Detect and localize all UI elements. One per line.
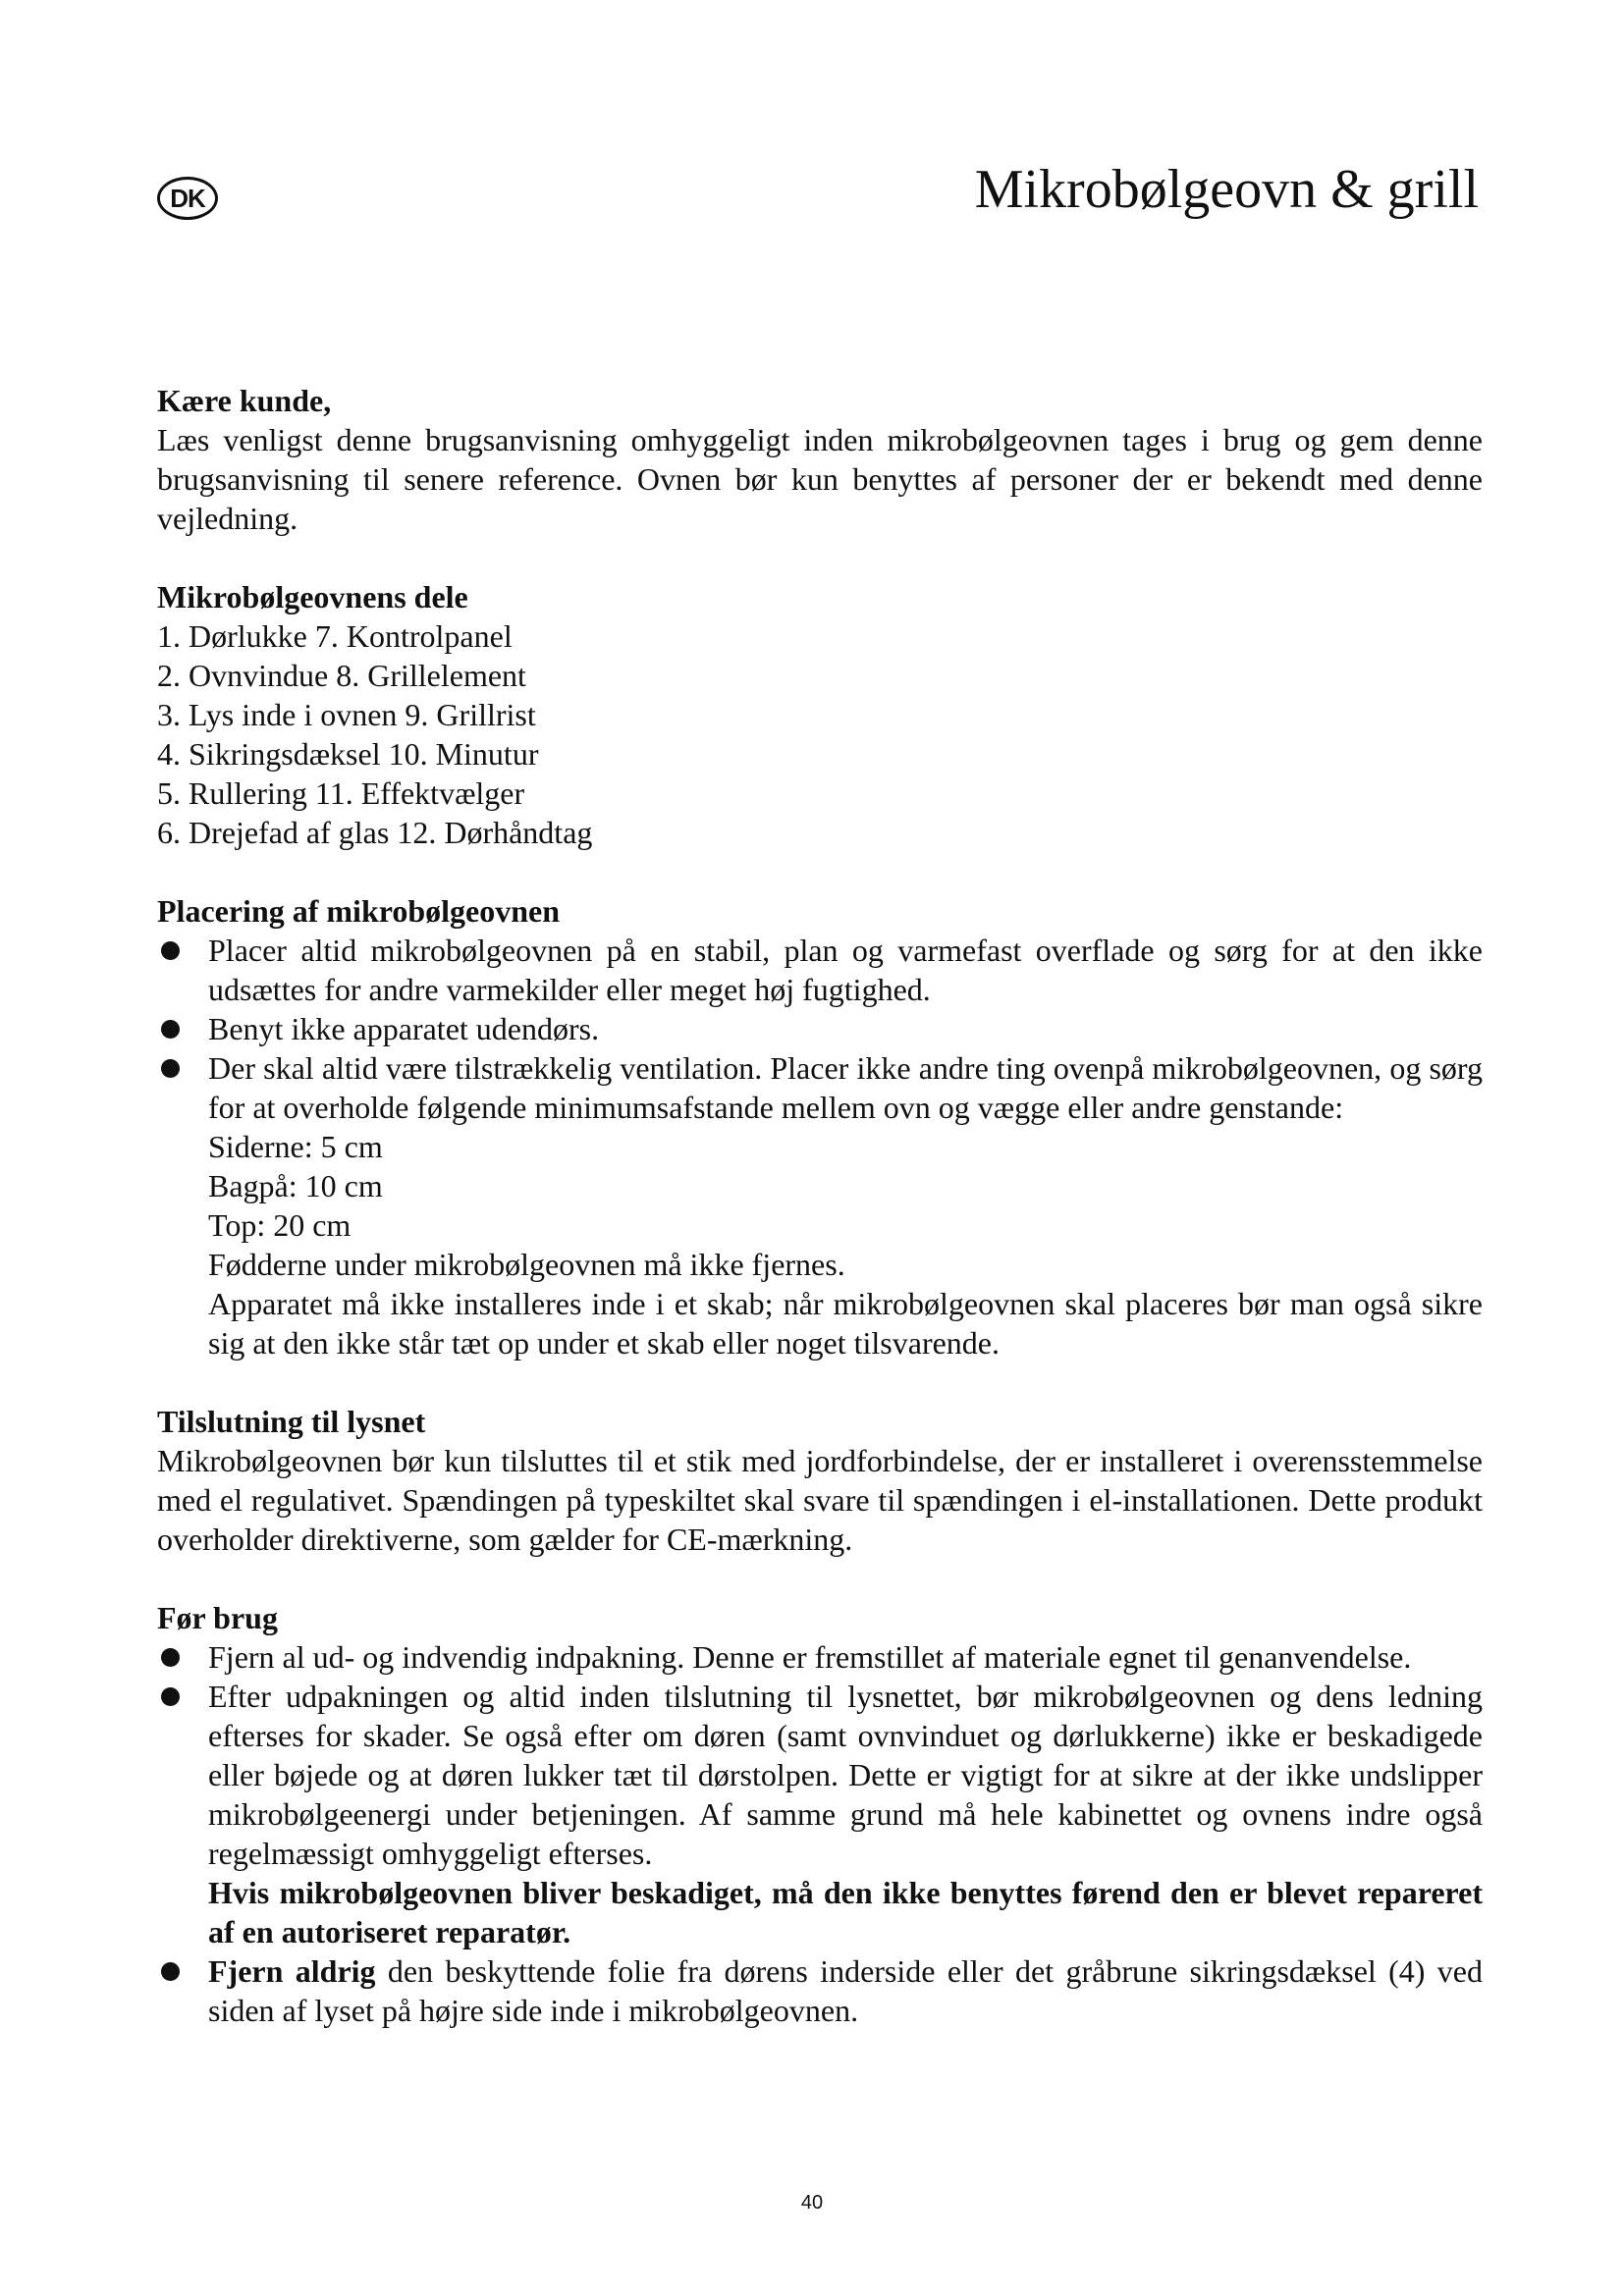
parts-heading: Mikrobølgeovnens dele [157, 579, 468, 614]
before-use-heading: Før brug [157, 1600, 278, 1635]
bullet-text: Der skal altid være tilstrækkelig ventilation. Placer ikke andre ting ovenpå mikrobølgeovnen, og sørg for at overholde følgende minimumsafstande mellem ovn og vægge eller andre genstande: [208, 1050, 1483, 1125]
distance-back: Bagpå: 10 cm [208, 1168, 383, 1203]
placement-heading: Placering af mikrobølgeovnen [157, 893, 561, 929]
distance-top: Top: 20 cm [208, 1207, 352, 1243]
language-badge: DK [157, 177, 218, 220]
parts-list-item: 3. Lys inde i ovnen 9. Grillrist [157, 697, 536, 732]
page-title: Mikrobølgeovn & grill [974, 159, 1479, 220]
damage-warning-end: . [563, 1914, 571, 1949]
before-use-section [157, 1598, 1483, 2030]
list-item [157, 1009, 1483, 1048]
bullet-icon [161, 1059, 180, 1078]
parts-list-item: 4. Sikringsdæksel 10. Minutur [157, 736, 539, 772]
list-item [157, 1951, 1483, 2030]
intro-section [157, 381, 1483, 538]
bullet-icon [161, 941, 180, 960]
damage-warning-text: Hvis mikrobølgeovnen bliver beskadiget, må den ikke benyttes førend den er blevet repareret af en autoriseret reparatør [208, 1875, 1483, 1949]
placement-section [157, 891, 1483, 1362]
placement-bullet-list [157, 931, 1483, 1362]
parts-list-item: 2. Ovnvindue 8. Grillelement [157, 658, 526, 693]
bullet-text [208, 1951, 1483, 2030]
damage-warning [208, 1873, 1483, 1951]
list-item [157, 931, 1483, 1009]
parts-list-item: 6. Drejefad af glas 12. Dørhåndtag [157, 815, 593, 850]
list-item [157, 1677, 1483, 1951]
bullet-icon [161, 1687, 180, 1706]
bullet-icon [161, 1020, 180, 1039]
connection-heading: Tilslutning til lysnet [157, 1404, 426, 1439]
parts-list-item: 1. Dørlukke 7. Kontrolpanel [157, 618, 513, 654]
connection-text: Mikrobølgeovnen bør kun tilsluttes til et stik med jordforbindelse, der er installeret i overensstemmelse med el regulativet. Spændingen på typeskiltet skal svare til spændingen i el-installationen. Dette produkt overholder direktiverne, som gælder for CE-mærkning. [157, 1443, 1483, 1557]
bullet-text: Fjern al ud- og indvendig indpakning. Denne er fremstillet af materiale egnet til genanvendelse. [208, 1639, 1412, 1675]
before-use-bullet-list [157, 1637, 1483, 2030]
bullet-bold-lead: Fjern aldrig [208, 1953, 376, 1989]
parts-list-item: 5. Rullering 11. Effektvælger [157, 775, 525, 811]
bullet-text: Benyt ikke apparatet udendørs. [208, 1011, 600, 1046]
distance-sides: Siderne: 5 cm [208, 1129, 383, 1164]
bullet-icon [161, 1648, 180, 1667]
document-body [157, 381, 1483, 2069]
bullet-text: Efter udpakningen og altid inden tilslutning til lysnettet, bør mikrobølgeovnen og dens ledning efterses for skader. Se også efter om døren (samt ovnvinduet og dørlukkerne) ikke er beskadigede eller bøjede og at døren lukker tæt til dørstolpen. Dette er vigtigt for at sikre at der ikke undslipper mikrobølgeenergi under betjeningen. Af samme grund må hele kabinettet og ovnens indre også regelmæssigt omhyggeligt efterses. [208, 1679, 1483, 1871]
list-item [157, 1637, 1483, 1677]
cabinet-note: Apparatet må ikke installeres inde i et skab; når mikrobølgeovnen skal placeres bør man også sikre sig at den ikke står tæt op under et skab eller noget tilsvarende. [208, 1286, 1483, 1361]
feet-note: Fødderne under mikrobølgeovnen må ikke fjernes. [208, 1247, 845, 1282]
page-number: 40 [800, 2192, 824, 2214]
bullet-icon [161, 1962, 180, 1981]
list-item [157, 1048, 1483, 1362]
intro-heading: Kære kunde, [157, 383, 332, 418]
bullet-text: Placer altid mikrobølgeovnen på en stabil, plan og varmefast overflade og sørg for at den ikke udsættes for andre varmekilder eller meget høj fugtighed. [208, 933, 1483, 1007]
intro-text: Læs venligst denne brugsanvisning omhyggeligt inden mikrobølgeovnen tages i brug og gem denne brugsanvisning til senere reference. Ovnen bør kun benyttes af personer der er bekendt med denne vejledning. [157, 422, 1483, 536]
bullet-rest: den beskyttende folie fra dørens inderside eller det gråbrune sikringsdæksel (4) ved siden af lyset på højre side inde i mikrobølgeovnen. [208, 1953, 1484, 2028]
parts-section [157, 577, 1483, 852]
connection-section [157, 1402, 1483, 1559]
parts-list [157, 616, 1483, 852]
